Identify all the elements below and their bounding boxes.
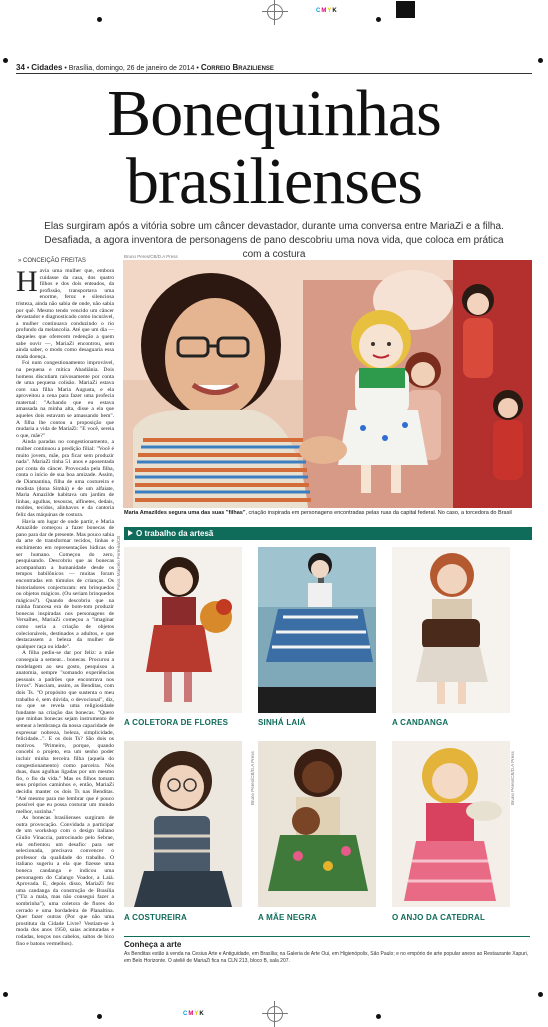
doll-coletora-art [124,547,242,713]
print-dot-bottom-center-left [97,1014,102,1019]
gallery-photo-coletora [124,547,242,713]
main-photo-caption [124,510,534,517]
gallery-photo-sinha-laia [258,547,376,713]
doll-mae-negra-art [258,741,376,907]
doll-sinha-laia-art [258,547,376,713]
print-dot-right-mid-top [538,58,543,63]
gallery-photo-mae-negra [258,741,376,907]
print-dot-bottom-right [538,992,543,997]
cmyk-c: C [316,8,322,14]
registration-mark-top [267,4,283,20]
info-box-title: Conheça a arte [124,940,182,949]
article-body [16,268,114,974]
page-number: 34 [16,63,25,72]
main-photo-art [123,260,532,508]
gallery-photo-anjo-catedral [392,741,510,907]
print-dot-top-left [97,17,102,22]
headline-line-1: Bonequinhas [107,77,441,150]
page-folio [16,63,536,72]
body-paragraph: As bonecas brasilienses surgiram de outra provocação. Convidada a participar de um workshop com o design italiano Giulio Vinaccia, patrocinado pelo Sebrae, ela enfrentou um desafio: para ser selecionada, precisava convencer o professor da qualidade do trabalho. O italiano sugeriu a ela que fizesse uma boneca candanga e indicou uma personagem do Calango Voador, a Laiá. Aprovada. E, depois disso, MariaZi fez uma candanga da construção de Brasília ("Tiz a mala, mas não consegui fazer a sombrinha"), uma coletora de flores do cerrado e uma bordadeira de Planaltina. Quer fazer outras (Por que não uma prostituta da Cidade Livre? Vestiam-se à moda dos anos 1950, saias acinturadas e rodadas, lenços nos cabelos, saltos de bico fino e batons vermelhos). [16,815,114,947]
doll-anjo-catedral-art [392,741,510,907]
body-paragraph: Havia um lugar de onde partir, e Maria Amazilde começou a fazer bonecas de pano para dar de presente. Mas pouco sabia da arte de transformar tecidos, linhas e enchimento em representações lúdicas do ser humano. Começou do zero, pesquisando. Descobriu que as bonecas acompanham a humanidade desde os tempos babilônicos — muitas foram encontradas em túmulos de crianças. Os historiadores conjecturam: em brinquedos ou objetos mágicos. (Ou seriam brinquedos mágicos?). Quando descobriu que na rainha francesa era de bom-tom produzir bonecas inspiradas nos personagens de Versalhes, MariaZi começou a "imaginar como seria a criação de objetos colecionáveis, destinados a adultos, e que destacassem a beleza da mulher de qualquer raça ou idade". [16,518,114,650]
cmyk-m: M [321,8,328,14]
print-dot-bottom-center-right [376,1014,381,1019]
cmyk-y: Y [327,8,333,14]
gallery-label-sinha-laia: SINHÁ LAIÁ [258,718,306,727]
cmyk-y: Y [194,1011,200,1017]
gallery-label-mae-negra: A MÃE NEGRA [258,913,317,922]
caption-text: , criação inspirada em personagens encontradas pelas ruas da capital federal. No caso, a torcedora do Brasil [245,510,512,516]
header-rule [16,73,532,74]
folio-separator: • [26,65,32,72]
gallery-photo-candanga [392,547,510,713]
body-paragraph: A filha pediu-se dar por feliz: a mãe conseguia a semear... bonecas. Procurou a modelagem ao seu gosto, pesquisou a anatomia, sempre "somando experiências pessoais a padrões que encontrava nos livros". Nasciam, assim, as Benditas, com dois Ts. "O propósito que sustenta o meu trabalho é, sem dúvida, o devocional", diz, no que se revela uma religiosidade fundante na criação das bonecas. "Quero que minhas bonecas sejam instrumento de semear a lembrança da nossa capacidade de expressar nobreza, beleza, simplicidade, felicidade...". E os dois Ts? São dois os motivos. "Primeiro, porque, quando concebi o projeto, era um senho poder incluir minha terceira filha (aquela do congestionamento) como parceira. Nós duas, duas agulhas ligadas por um mesmo fio, o fio da vida." Mas os filhos tomam seus próprios caminhos e, então, MariaZi decidiu manter os dois Ts nas Benditas. "Até mesmo para me lembrar que é pouco possível que eu possa costurar um mundo melhor, sozinha." [16,650,114,815]
cmyk-marks-bottom [183,1011,205,1017]
dateline: Brasília, domingo, 26 de janeiro de 2014 [68,65,195,72]
print-dot-top-right [376,17,381,22]
gallery-label-costureira: A COSTUREIRA [124,913,187,922]
cmyk-k: K [199,1011,205,1017]
print-dot-bottom-left [3,992,8,997]
cmyk-c: C [183,1011,189,1017]
info-box-text: As Benditas estão à venda na Cesius Arte e Antiguidade, em Brasília; na Galeria de Arte Oui, em Higienópolis, São Paulo; e no empório de arte popular anexo ao Restaurante Xapuri, em Belo Horizonte. O ateliê de MariaZi fica na CLN 213, bloco B, sala 207. [124,951,529,964]
cmyk-marks-top [316,8,338,14]
main-photo-credit: Bruno Peres/CB/D.A Press [124,254,178,259]
registration-mark-bottom [267,1006,283,1022]
section-name: Cidades [31,63,63,72]
box-top-rule [124,936,530,937]
byline: » CONCEIÇÃO FREITAS [18,258,86,264]
doll-costureira-art [124,741,242,907]
gallery-label-anjo-catedral: O ANJO DA CATEDRAL [392,913,486,922]
doll-candanga-art [392,547,510,713]
gallery-photo-costureira [124,741,242,907]
gallery-section-title: O trabalho da artesã [124,527,532,540]
article-deck: Elas surgiram após a vitória sobre um câncer devastador, durante uma conversa entre MariaZi e a filha. Desafiada, a agora inventora de personagens de pano descobriu uma nova vida, que coloca em prática com a costura [44,221,504,260]
folio-separator: • [196,65,201,72]
print-dot-left-mid-top [3,58,8,63]
main-photo [123,260,532,508]
gallery-credit-2: Bruno Peres/CB/D.A Press [510,751,515,805]
newspaper-name: Correio Braziliense [200,63,274,72]
gallery-label-candanga: A CANDANGA [392,718,449,727]
body-paragraph: Ainda paradas no congestionamento, a mulher continuou a predição filial: "Você é muito jovem, mãe, pra ficar sem produzir nada". MariaZi tinha 51 anos e aposentada por conta do câncer. Provocada pela filha, conta o início de sua boa amizade. Assim, de Diamantina, filha de uma costureira e modista (dona Simhá) e de um alfaiate, Maria Amazilde habitava um jardim de linhas, agulhas, tesouras, alfinetes, dedais, moldes, tecidos, alinhavos e da cantoria feliz das máquinas de costura. [16,439,114,518]
cmyk-m: M [188,1011,195,1017]
drop-cap: H [16,268,38,298]
body-paragraph: Foi num congestionamento improvável, na pequena e mítica Abadiânia. Dois homens discutiam raivosamente por conta de uma pequena colisão. MariaZi estava com sua filha Maria Augusta, e ela aproveitou a cena para fazer uma profecia maternal: "Achando que eu estava amassada na minha alta, disse a ela que aqueles dois estavam se amassando bem". A filha lhe contou a proposição que mudaria a vida de MariaZi: "E você, sereia o que, mãe?" [16,360,114,439]
headline-line-2: brasilienses [126,145,422,218]
cmyk-k: K [332,8,338,14]
folio-separator: • [64,65,69,72]
caption-lead: Maria Amazildes segura uma das suas "filhas" [124,510,246,516]
gallery-side-credit: Fotos: Marcelo Ferreira/CB [116,535,121,590]
body-paragraph [16,268,114,360]
gallery-credit-1: Bruno Peres/CB/D.A Press [250,751,255,805]
print-black-block [396,1,415,18]
paragraph-text: avia uma mulher que, embora cuidasse da casa, dos quatro filhos e dos dois enteados, da profissão, transportava uma enorme, feroz e silenciosa tristeza, ainda não sabia de onde, não sabia por quê. Mesmo tendo vencido um câncer devastador e diagnosticado como incurável, a mulher continuava conduzindo o rio profundo da melancolia. Até que um dia — daqueles que oferecem redenção a quem sabe ouvir —, MariaZi encontrou, sem ainda saber, o modo como desaguaria essa mada doença. [16,268,114,360]
gallery-label-coletora: A COLETORA DE FLORES [124,718,229,727]
